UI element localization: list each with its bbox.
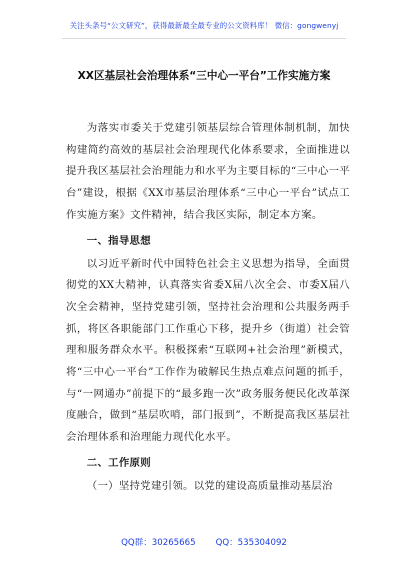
section-heading-guiding-ideology: 一、指导思想 — [86, 234, 151, 247]
header-divider — [62, 38, 346, 39]
section-heading-work-principles: 二、工作原则 — [86, 456, 151, 469]
guiding-ideology-paragraph: 以习近平新时代中国特色社会主义思想为指导，全面贯彻党的XX大精神，认真落实省委X届八次全会、市委X届八次全会精神，坚持党建引领，坚持社会治理和公共服务两手抓，将区各职能部门工作重心下移，提升乡（街道）社会管理和服务群众水平。积极探索“互联网+社会治理”新模式，将“三中心一平台”工作作为破解民生热点难点问题的抓手，与“一网通办”前提下的“最多跑一次”政务服务便民化改革深度融合，做到“基层吹哨，部门报到”，不断提高我区基层社会治理体系和治理能力现代化水平。 — [66, 257, 350, 444]
work-principles-paragraph: （一）坚持党建引领。以党的建设高质量推动基层治 — [86, 479, 333, 492]
header-note: 关注头条号“公文研究”，获得最新最全最专业的公文资料库！ 微信：gongwenyj — [69, 21, 339, 30]
footer-qq-number: QQ：535304092 — [215, 538, 287, 548]
document-body — [66, 118, 350, 498]
footer-contact — [0, 536, 408, 548]
footer-qq-group: QQ群：30265665 — [121, 538, 196, 548]
intro-paragraph: 为落实市委关于党建引领基层综合管理体制机制，加快构建简约高效的基层社会治理现代化体系要求，全面推进以提升我区基层社会治理能力和水平为主要目标的“三中心一平台”建设，根据《XX市基层治理体系“三中心一平台”试点工作实施方案》文件精神，结合我区实际，制定本方案。 — [66, 122, 350, 221]
document-title: XX区基层社会治理体系“三中心一平台”工作实施方案 — [77, 70, 331, 82]
